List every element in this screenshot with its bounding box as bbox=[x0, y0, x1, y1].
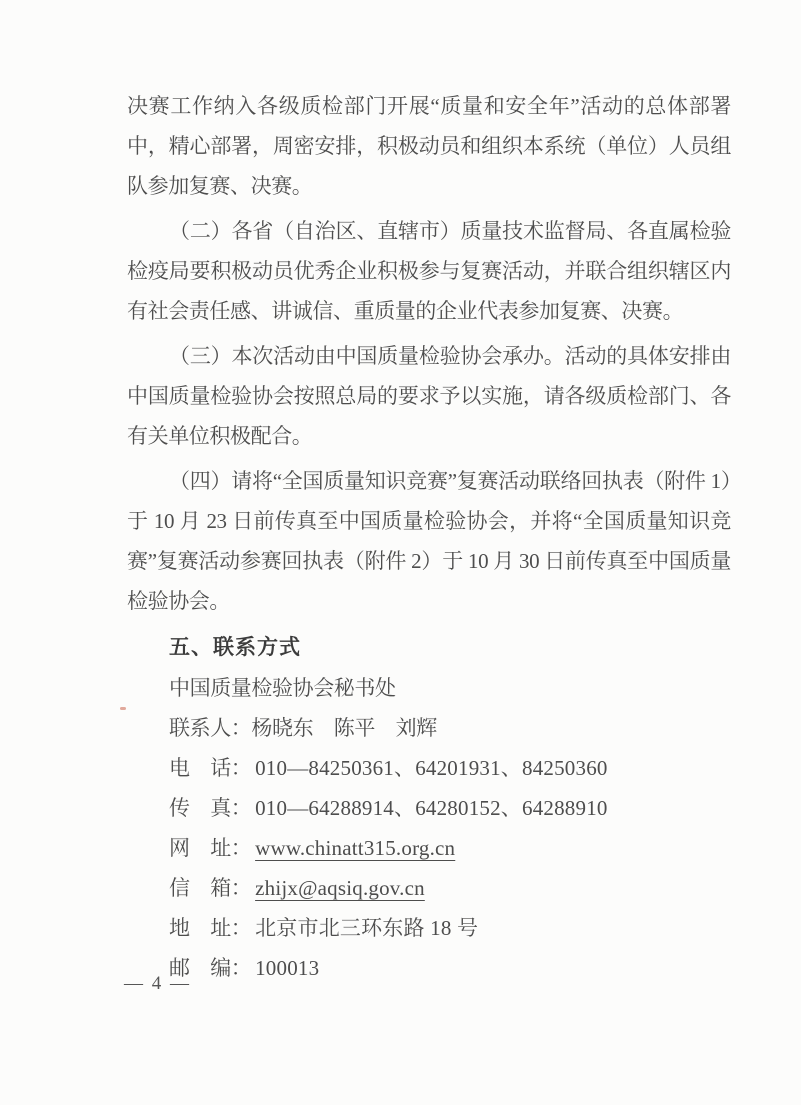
contact-persons-line bbox=[127, 708, 731, 748]
paragraph: （三）本次活动由中国质量检验协会承办。活动的具体安排由中国质量检验协会按照总局的要求予以实施，请各级质检部门、各有关单位积极配合。 bbox=[127, 344, 731, 448]
contact-row bbox=[127, 908, 731, 948]
contact-row bbox=[127, 828, 731, 868]
contact-row-value: www.chinatt315.org.cn bbox=[255, 836, 456, 860]
paragraph: （二）各省（自治区、直辖市）质量技术监督局、各直属检验检疫局要积极动员优秀企业积极参与复赛活动，并联合组织辖区内有社会责任感、讲诚信、重质量的企业代表参加复赛、决赛。 bbox=[127, 219, 731, 323]
contact-row-label: 传 真： bbox=[169, 796, 252, 820]
contact-row bbox=[127, 788, 731, 828]
document-body bbox=[127, 86, 731, 988]
contact-rows bbox=[127, 748, 731, 988]
contact-org: 中国质量检验协会秘书处 bbox=[169, 676, 396, 700]
contact-row-value: 100013 bbox=[255, 956, 320, 980]
contact-row bbox=[127, 748, 731, 788]
body-paragraphs bbox=[127, 86, 731, 621]
section-heading: 五、联系方式 bbox=[169, 636, 301, 659]
contact-row-label: 信 箱： bbox=[169, 876, 252, 900]
contact-persons-label: 联系人： bbox=[169, 716, 252, 740]
contact-row-label: 地 址： bbox=[169, 916, 252, 940]
page-number: — 4 — bbox=[124, 973, 191, 994]
contact-persons-names: 杨晓东 陈平 刘辉 bbox=[251, 716, 437, 740]
paragraph: （四）请将“全国质量知识竞赛”复赛活动联络回执表（附件 1）于 10 月 23 日前传真至中国质量检验协会，并将“全国质量知识竞赛”复赛活动参赛回执表（附件 2）于 10 月 30 日前传真至中国质量检验协会。 bbox=[127, 469, 731, 613]
contact-row-value: 010—84250361、64201931、84250360 bbox=[255, 756, 608, 780]
paragraph: 决赛工作纳入各级质检部门开展“质量和安全年”活动的总体部署中，精心部署，周密安排，积极动员和组织本系统（单位）人员组队参加复赛、决赛。 bbox=[127, 94, 731, 198]
scan-artifact bbox=[120, 707, 126, 710]
contact-row-value: 北京市北三环东路 18 号 bbox=[255, 916, 479, 940]
contact-row-value: 010—64288914、64280152、64288910 bbox=[255, 796, 608, 820]
contact-row bbox=[127, 948, 731, 988]
contact-row-value: zhijx@aqsiq.gov.cn bbox=[255, 876, 425, 900]
contact-row-label: 网 址： bbox=[169, 836, 252, 860]
contact-row-label: 邮 编： bbox=[169, 956, 252, 980]
contact-row-label: 电 话： bbox=[169, 756, 252, 780]
contact-row bbox=[127, 868, 731, 908]
